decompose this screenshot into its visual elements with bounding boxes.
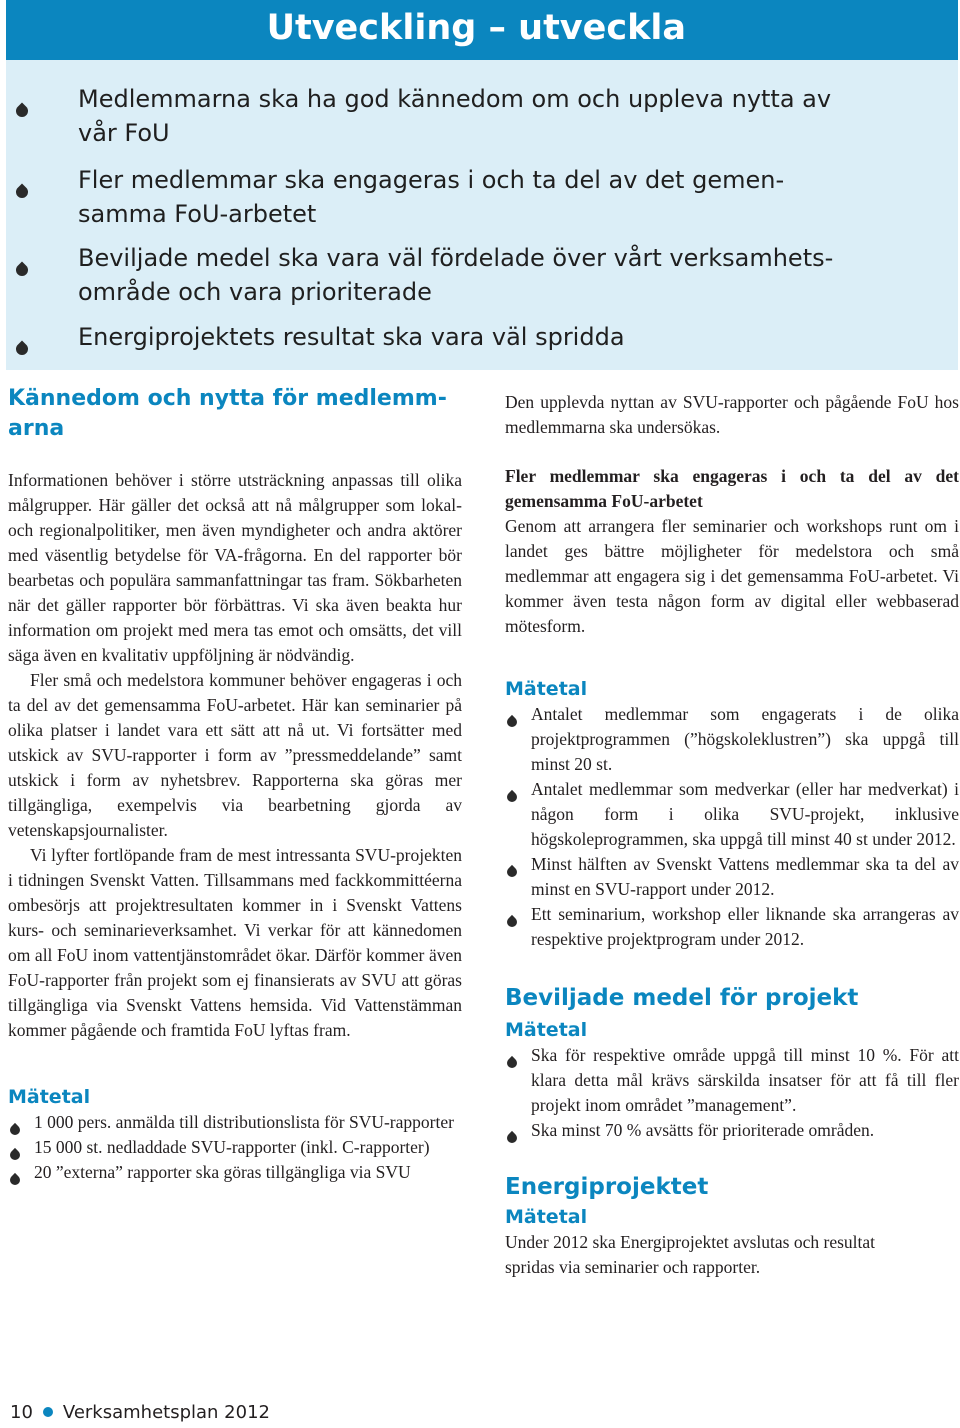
paragraph: Under 2012 ska Energiprojektet avslutas och resultat spridas via seminarier och rapporter. (505, 1232, 875, 1277)
goal-item (6, 320, 958, 354)
section-heading-funds: Beviljade medel för projekt (505, 985, 859, 1011)
goal-item (6, 82, 958, 150)
water-drop-icon (507, 709, 517, 734)
metric-item: Ett seminarium, workshop eller liknande ska arrangeras av respektive projektprogram under 2012. (505, 902, 959, 952)
metrics-heading: Mätetal (505, 1206, 588, 1228)
metric-item: Minst hälften av Svenskt Vattens medlemmar ska ta del av minst en SVU-rapport under 2012. (505, 852, 959, 902)
water-drop-icon (10, 1167, 20, 1192)
page-title: Utveckling – utveckla (266, 8, 686, 48)
footer-text: Verksamhetsplan 2012 (62, 1402, 270, 1423)
title-bar (6, 0, 958, 60)
water-drop-icon (16, 173, 28, 207)
metric-item: 20 ”externa” rapporter ska göras tillgängliga via SVU (8, 1160, 462, 1185)
water-drop-icon (16, 92, 28, 126)
goal-text: Fler medlemmar ska engageras i och ta del av det gemen- samma FoU-arbetet (78, 166, 785, 228)
paragraph: Genom att arrangera fler seminarier och workshops runt om i landet ges bättre möjligheter för medelstora och små medlemmar att engagera sig i det gemensamma FoU-arbetet. Vi kommer även testa någon form av digital eller webbaserad mötesform. (505, 516, 959, 636)
goal-text: Beviljade medel ska vara väl fördelade över vårt verksamhets- område och vara prioriterade (78, 244, 834, 306)
metric-item: Antalet medlemmar som engagerats i de olika projektprogrammen (”högskoleklustren”) ska uppgå till minst 20 st. (505, 702, 959, 777)
page-footer (10, 1402, 270, 1426)
water-drop-icon (507, 909, 517, 934)
metric-item: 1 000 pers. anmälda till distributionslista för SVU-rapporter (8, 1110, 462, 1135)
paragraph: Vi lyfter fortlöpande fram de mest intressanta SVU-projekten i tidningen Svenskt Vatten. Tillsammans med fackkommittéerna ombesörjs att projektresultaten kommer in i Svenskt Vattens kurs- och seminarieverksamhet. Vi verkar för att kännedomen om all FoU inom vattentjänstområdet ökar. Därför kommer även FoU-rapporter från projekt som ej finansierats av SVU att göras tillgängliga via Svenskt Vattens hemsida. Vid Vattenstämman kommer pågående och framtida FoU lyftas fram. (8, 845, 462, 1040)
metric-item: 15 000 st. nedladdade SVU-rapporter (inkl. C-rapporter) (8, 1135, 462, 1160)
water-drop-icon (507, 784, 517, 809)
engage-lead: Fler medlemmar ska engageras i och ta del av det gemensamma FoU-arbetet (505, 466, 959, 511)
left-column (8, 384, 462, 1185)
right-column (505, 384, 959, 1280)
paragraph: Fler små och medelstora kommuner behöver engageras i och ta del av det gemensamma FoU-arbetet. Här kan seminarier på olika platser i landet vara ett sätt att nå ut. Vi fortsätter med utskick av SVU-rapporter i form av ”pressmeddelande” samt utskick i form av nyhetsbrev. Rapporterna ska göras mer tillgängliga, exempelvis via bearbetning gjorda av vetenskapsjournalister. (8, 670, 462, 840)
metrics-heading: Mätetal (505, 1019, 588, 1041)
metrics-heading: Mätetal (505, 678, 588, 700)
goal-item (6, 163, 958, 231)
metric-item: Ska minst 70 % avsätts för prioriterade områden. (505, 1118, 959, 1143)
water-drop-icon (16, 251, 28, 285)
water-drop-icon (507, 859, 517, 884)
section-heading-awareness: Kännedom och nytta för medlemm- arna (8, 386, 447, 441)
water-drop-icon (507, 1050, 517, 1075)
goal-item (6, 241, 958, 309)
intro-paragraph: Den upplevda nyttan av SVU-rapporter och pågående FoU hos medlemmarna ska undersökas. (505, 392, 959, 437)
page-number: 10 (10, 1402, 33, 1423)
metrics-heading: Mätetal (8, 1086, 91, 1108)
metrics-list (8, 1110, 462, 1185)
footer-dot-icon (43, 1407, 53, 1417)
goal-text: Energiprojektets resultat ska vara väl spridda (78, 323, 625, 351)
section-heading-energy: Energiprojektet (505, 1174, 709, 1200)
metrics-list (505, 702, 959, 952)
water-drop-icon (507, 1125, 517, 1150)
metric-item: Antalet medlemmar som medverkar (eller har medverkat) i någon form i olika SVU-projekt, inklusive högskoleprogrammen, ska uppgå till minst 40 st under 2012. (505, 777, 959, 852)
goals-box (6, 60, 958, 370)
metrics-list (505, 1043, 959, 1143)
metric-item: Ska för respektive område uppgå till minst 10 %. För att klara detta mål krävs särskilda insatser för att få till fler projekt inom området ”management”. (505, 1043, 959, 1118)
goal-text: Medlemmarna ska ha god kännedom om och uppleva nytta av vår FoU (78, 85, 832, 147)
paragraph: Informationen behöver i större utsträckning anpassas till olika målgrupper. Här gäller det också att nå målgrupper som lokal- och regionalpolitiker, men även myndigheter och andra aktörer med väsentlig betydelse för VA-frågorna. En del rapporter bör bearbetas och populära sammanfattningar tas fram. Sökbarheten när det gäller rapporter bör förbättras. Vi ska även beakta hur information om projekt med mera tas emot och omsätts, det vill säga även en kvalitativ uppföljning är nödvändig. (8, 470, 462, 665)
water-drop-icon (16, 330, 28, 364)
